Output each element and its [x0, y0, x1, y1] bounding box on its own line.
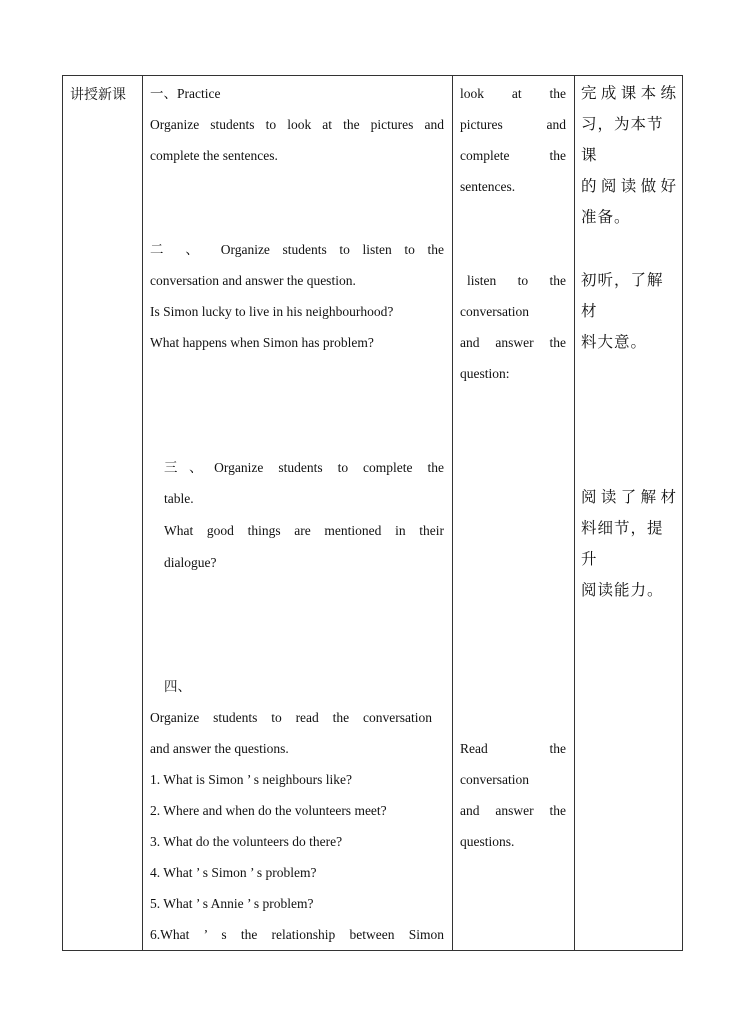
- text-line: Organize students to read the conversation: [150, 710, 432, 725]
- text-line: and answer the: [460, 335, 566, 350]
- student-activity-cell: [453, 76, 575, 951]
- text-line: 料大意。: [581, 334, 648, 351]
- text-line: and answer the: [460, 803, 566, 818]
- text-line: table.: [164, 491, 194, 506]
- question-item: 6.What ’ s the relationship between Simon: [150, 927, 444, 942]
- section-heading: 二 、 Organize students to listen to the: [150, 242, 444, 257]
- text-line: What good things are mentioned in their: [164, 523, 444, 538]
- student-activity-1: [460, 78, 566, 202]
- text-line: and answer the questions.: [150, 741, 289, 756]
- teacher-section-2: [150, 234, 444, 358]
- purpose-3: [581, 482, 677, 606]
- text-line: look at the: [460, 86, 566, 101]
- text-line: conversation: [460, 304, 529, 319]
- text-line: questions.: [460, 834, 515, 849]
- text-line: Is Simon lucky to live in his neighbourhood?: [150, 304, 394, 319]
- question-item: 1. What is Simon ’ s neighbours like?: [150, 772, 352, 787]
- text-line: conversation and answer the question.: [150, 273, 356, 288]
- text-line: 阅读能力。: [581, 582, 664, 599]
- text-line: sentences.: [460, 179, 516, 194]
- question-item: 2. Where and when do the volunteers meet?: [150, 803, 387, 818]
- student-activity-2: [460, 265, 566, 389]
- text-line: What happens when Simon has problem?: [150, 335, 374, 350]
- text-line: 料细节，提升: [581, 520, 664, 568]
- text-line: Organize students to look at the pictures and: [150, 117, 444, 132]
- question-item: 5. What ’ s Annie ’ s problem?: [150, 896, 314, 911]
- text-line: question:: [460, 366, 510, 381]
- teacher-section-4: [150, 671, 444, 950]
- text-line: 初听，了解材: [581, 272, 664, 320]
- teacher-section-1: [150, 78, 444, 171]
- text-line: listen to the: [467, 273, 566, 288]
- text-line: 完成课本练: [581, 85, 677, 102]
- design-purpose-cell: [575, 76, 683, 951]
- section-heading: 三、Organize students to complete the: [164, 460, 444, 475]
- text-line: complete the: [460, 148, 566, 163]
- text-line: 阅读了解材: [581, 489, 677, 506]
- section-heading: 一、Practice: [150, 86, 221, 101]
- stage-cell: [63, 76, 143, 951]
- student-activity-4: [460, 733, 566, 857]
- text-line: Read the: [460, 741, 566, 756]
- section-heading: 四、: [164, 679, 191, 694]
- purpose-1: [581, 78, 677, 233]
- stage-label: 讲授新课: [70, 88, 126, 103]
- purpose-2: [581, 265, 677, 358]
- text-line: dialogue?: [164, 555, 217, 570]
- lesson-table: [62, 75, 683, 951]
- text-line: 准备。: [581, 209, 631, 226]
- text-line: conversation: [460, 772, 529, 787]
- table-row: [63, 76, 683, 951]
- question-item: 3. What do the volunteers do there?: [150, 834, 343, 849]
- teacher-activity-cell: [143, 76, 453, 951]
- teacher-section-3: [164, 453, 444, 579]
- text-line: 的阅读做好: [581, 178, 677, 195]
- text-line: complete the sentences.: [150, 148, 278, 163]
- text-line: 习，为本节课: [581, 116, 664, 164]
- question-item: 4. What ’ s Simon ’ s problem?: [150, 865, 317, 880]
- text-line: pictures and: [460, 117, 566, 132]
